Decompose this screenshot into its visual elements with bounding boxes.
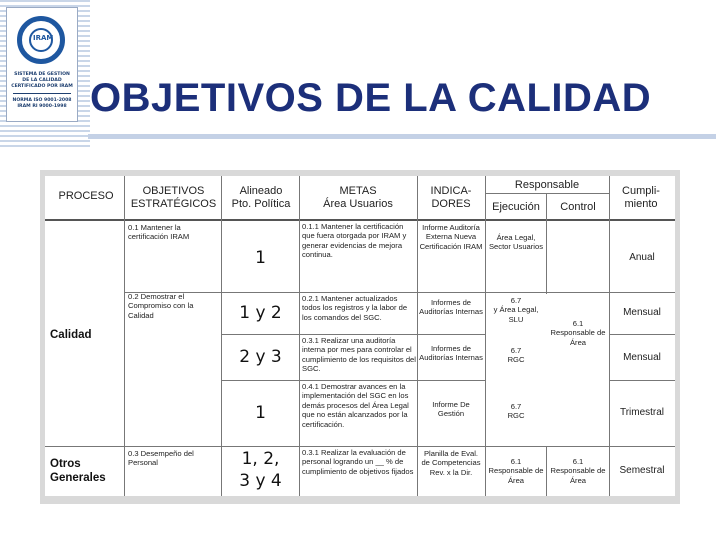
- header-ejecucion: Ejecución: [492, 201, 540, 213]
- header-alineado: Alineado Pto. Política: [231, 185, 291, 210]
- ejecucion-row-1: Área Legal, Sector Usuarios: [488, 233, 544, 252]
- alineado-row-4: 1: [255, 403, 266, 423]
- cumplimiento-row-4: Trimestral: [619, 407, 665, 418]
- meta-row-4: 0.4.1 Demostrar avances en la implementación del SGC en los demás procesos del Área Legal que no están alcanzados por la certificación.: [302, 382, 409, 429]
- title-underline: [88, 134, 716, 139]
- objectives-table: [45, 176, 675, 496]
- meta-row-3: 0.3.1 Realizar una auditoría interna por mes para controlar el cumplimiento de los requisitos del SGC.: [302, 336, 416, 374]
- meta-row-1: 0.1.1 Mantener la certificación que fuera otorgada por IRAM y generar evidencias de mejora continua.: [302, 222, 407, 260]
- indicador-row-2: Informes de Auditorías Internas: [419, 298, 483, 317]
- page-title: OBJETIVOS DE LA CALIDAD: [90, 76, 652, 120]
- control-calidad: 6.1 Responsable de Área: [550, 319, 606, 347]
- iram-seal-icon: [17, 16, 65, 64]
- header-responsable: Responsable: [514, 179, 580, 191]
- meta-row-2: 0.2.1 Mantener actualizados todos los registros y la labor de los comandos del SGC.: [302, 294, 408, 322]
- cumplimiento-row-5: Semestral: [619, 465, 665, 476]
- cumplimiento-row-3: Mensual: [623, 352, 661, 363]
- ejecucion-row-3: 6.7 RGC: [507, 346, 525, 365]
- alineado-row-2: 1 y 2: [239, 303, 282, 323]
- ejecucion-row-5: 6.1 Responsable de Área: [488, 457, 544, 485]
- iram-logo: [6, 7, 78, 122]
- logo-norm-1: NORMA ISO 9001-2008: [12, 98, 72, 103]
- objetivo-0-1: 0.1 Mantener la certificación IRAM: [128, 223, 190, 242]
- indicador-row-3: Informes de Auditorías Internas: [419, 344, 483, 363]
- process-calidad: Calidad: [50, 329, 92, 341]
- header-indicadores: INDICA- DORES: [430, 185, 472, 210]
- header-proceso: PROCESO: [58, 190, 114, 202]
- indicador-row-4: Informe De Gestión: [432, 400, 470, 419]
- logo-line-2: DE LA CALIDAD: [22, 78, 62, 83]
- objetivo-0-3: 0.3 Desempeño del Personal: [128, 449, 194, 468]
- header-cumplimiento: Cumpli- miento: [622, 185, 660, 210]
- control-otros: 6.1 Responsable de Área: [550, 457, 606, 485]
- indicador-row-1: Informe Auditoría Externa Nueva Certificación IRAM: [419, 223, 483, 251]
- meta-row-5: 0.3.1 Realizar la evaluación de personal logrando un __ % de cumplimiento de objetivos fijados: [302, 448, 414, 476]
- logo-line-3: CERTIFICADO POR IRAM: [11, 84, 73, 89]
- iram-seal-text: IRAM: [33, 34, 54, 42]
- logo-norm-2: IRAM RI 9000-1998: [17, 104, 67, 109]
- indicador-row-5: Planilla de Eval. de Competencias Rev. x la Dir.: [421, 449, 481, 477]
- header-control: Control: [560, 201, 596, 213]
- header-objetivos: OBJETIVOS ESTRATÉGICOS: [130, 185, 217, 210]
- ejecucion-row-4: 6.7 RGC: [507, 402, 525, 421]
- alineado-row-3: 2 y 3: [239, 347, 282, 367]
- cumplimiento-row-2: Mensual: [623, 307, 661, 318]
- ejecucion-row-2: 6.7 y Área Legal, SLU: [493, 296, 539, 324]
- objetivo-0-2: 0.2 Demostrar el Compromiso con la Calidad: [128, 292, 194, 320]
- process-otros-generales: Otros Generales: [50, 458, 106, 484]
- header-metas: METAS Área Usuarios: [323, 185, 393, 210]
- cumplimiento-row-1: Anual: [629, 252, 655, 263]
- alineado-row-5: 1, 2, 3 y 4: [239, 449, 282, 491]
- logo-line-1: SISTEMA DE GESTION: [14, 72, 70, 77]
- alineado-row-1: 1: [255, 248, 266, 268]
